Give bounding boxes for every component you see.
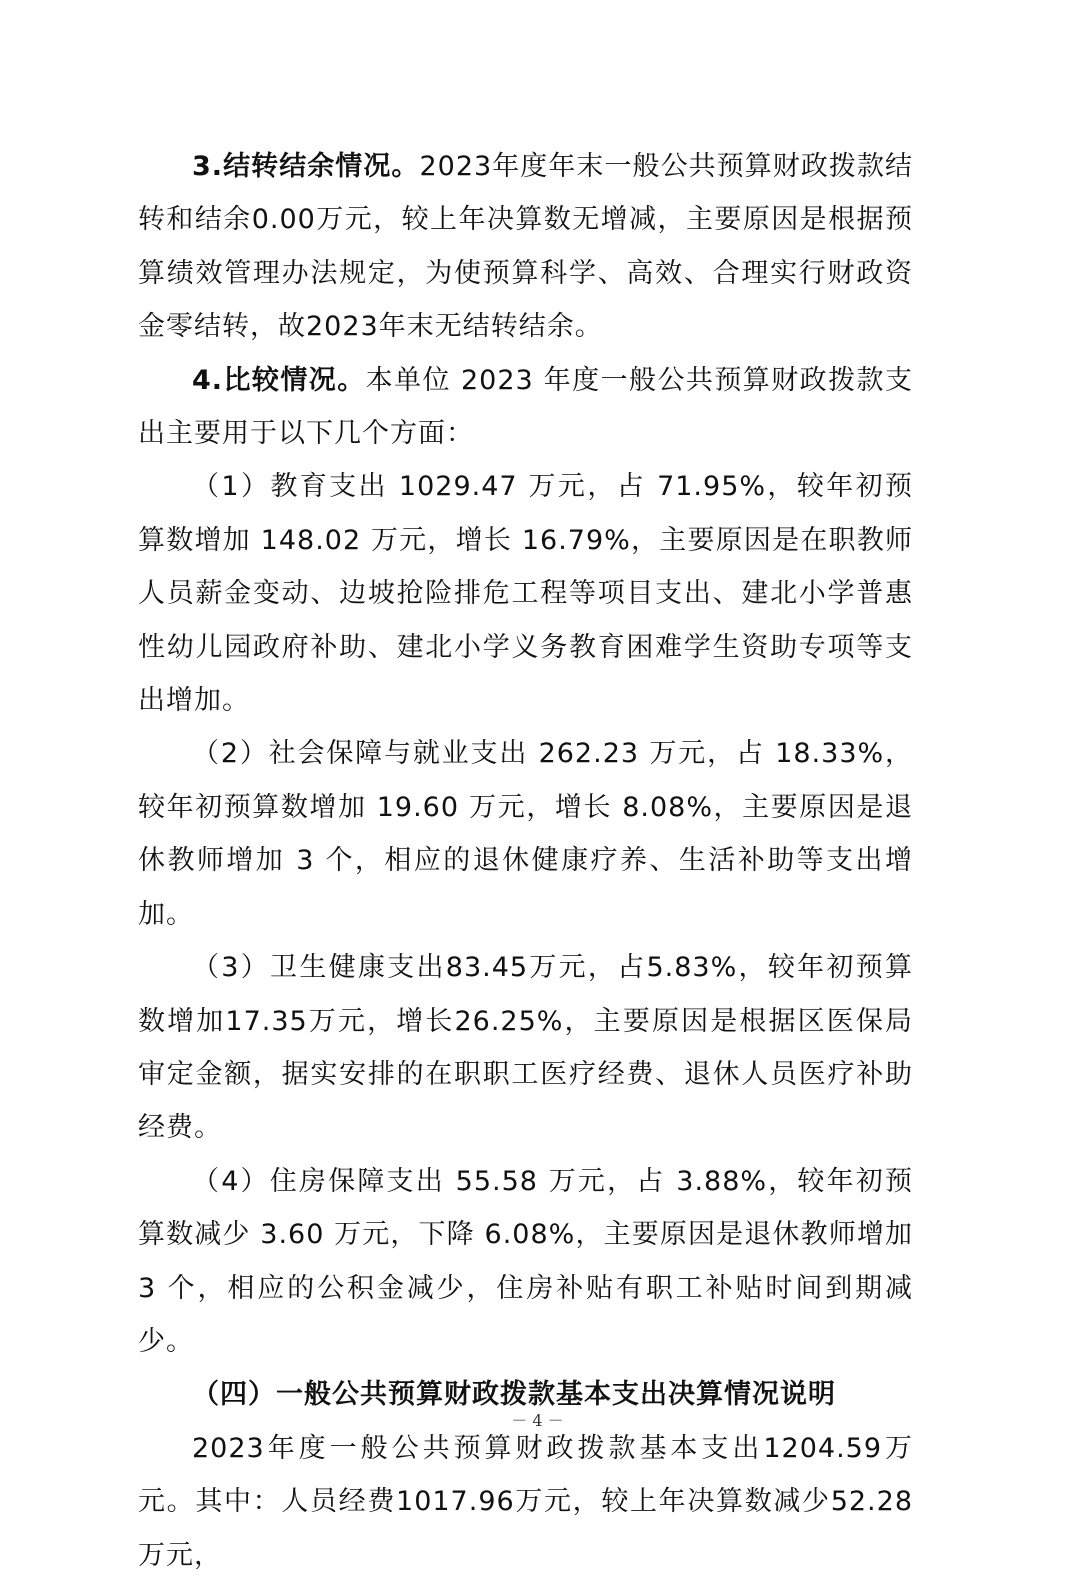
paragraph-housing-expense — [138, 1155, 913, 1369]
paragraph-comparison — [138, 354, 913, 461]
paragraph-text: （1）教育支出 1029.47 万元，占 71.95%，较年初预算数增加 148.02 万元，增长 16.79%，主要原因是在职教师人员薪金变动、边坡抢险排危工程等项目支出、建北小学普惠性幼儿园政府补助、建北小学义务教育困难学生资助专项等支出增加。 — [138, 471, 913, 717]
paragraph-social-security-expense — [138, 727, 913, 941]
paragraph-lead: 4.比较情况。 — [192, 364, 366, 396]
paragraph-text: 本单位 2023 年度一般公共预算财政拨款支出主要用于以下几个方面： — [138, 364, 913, 450]
paragraph-health-expense — [138, 941, 913, 1155]
paragraph-carryover-balance — [138, 140, 913, 354]
paragraph-text: （2）社会保障与就业支出 262.23 万元，占 18.33%，较年初预算数增加 19.60 万元，增长 8.08%，主要原因是退休教师增加 3 个，相应的退休健康疗养、生活补助等支出增加。 — [138, 738, 913, 930]
paragraph-education-expense — [138, 460, 913, 727]
section-heading: （四）一般公共预算财政拨款基本支出决算情况说明 — [192, 1379, 836, 1411]
paragraph-text: （4）住房保障支出 55.58 万元，占 3.88%，较年初预算数减少 3.60 万元，下降 6.08%，主要原因是退休教师增加 3 个，相应的公积金减少，住房补贴有职工补贴时间到期减少。 — [138, 1165, 913, 1357]
page-number: － 4 － — [511, 1411, 564, 1430]
paragraph-text: （3）卫生健康支出83.45万元，占5.83%，较年初预算数增加17.35万元，增长26.25%，主要原因是根据区医保局审定金额，据实安排的在职职工医疗经费、退休人员医疗补助经费。 — [138, 952, 913, 1144]
paragraph-text: 2023年度年末一般公共预算财政拨款结转和结余0.00万元，较上年决算数无增减，主要原因是根据预算绩效管理办法规定，为使预算科学、高效、合理实行财政资金零结转，故2023年末无结转结余。 — [138, 151, 914, 343]
document-body — [138, 140, 913, 1582]
paragraph-lead: 3.结转结余情况。 — [192, 151, 420, 182]
paragraph-basic-expense: 2023年度一般公共预算财政拨款基本支出1204.59万元。其中：人员经费1017.96万元，较上年决算数减少52.28万元， — [138, 1432, 913, 1571]
